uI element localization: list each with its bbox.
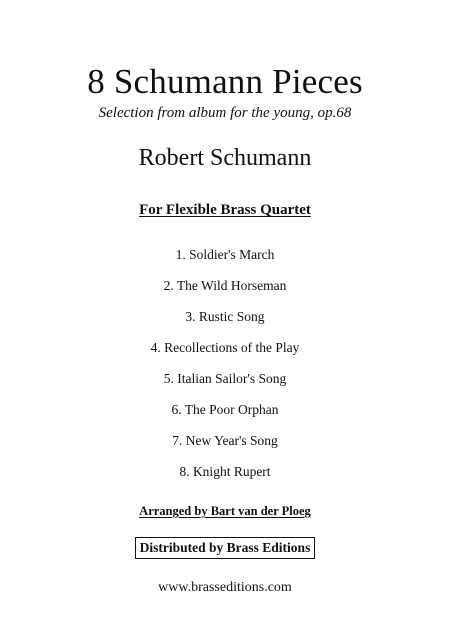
score-subtitle: Selection from album for the young, op.68	[98, 105, 352, 121]
piece-item: 2. The Wild Horseman	[163, 278, 287, 293]
arranger-credit: Arranged by Bart van der Ploeg	[139, 504, 311, 518]
piece-item: 3. Rustic Song	[185, 309, 265, 324]
instrumentation-heading: For Flexible Brass Quartet	[139, 202, 311, 218]
piece-item: 8. Knight Rupert	[179, 464, 271, 479]
website-address: www.brasseditions.com	[158, 580, 292, 595]
piece-item: 6. The Poor Orphan	[171, 402, 279, 417]
piece-item: 1. Soldier's March	[175, 247, 275, 262]
piece-list	[0, 245, 450, 493]
composer-name: Robert Schumann	[138, 145, 312, 171]
piece-item: 4. Recollections of the Play	[150, 340, 300, 355]
distributor-box	[0, 537, 450, 559]
piece-item: 5. Italian Sailor's Song	[163, 371, 287, 386]
distributor-label: Distributed by Brass Editions	[135, 537, 316, 559]
score-title: 8 Schumann Pieces	[87, 62, 363, 101]
piece-item: 7. New Year's Song	[172, 433, 278, 448]
